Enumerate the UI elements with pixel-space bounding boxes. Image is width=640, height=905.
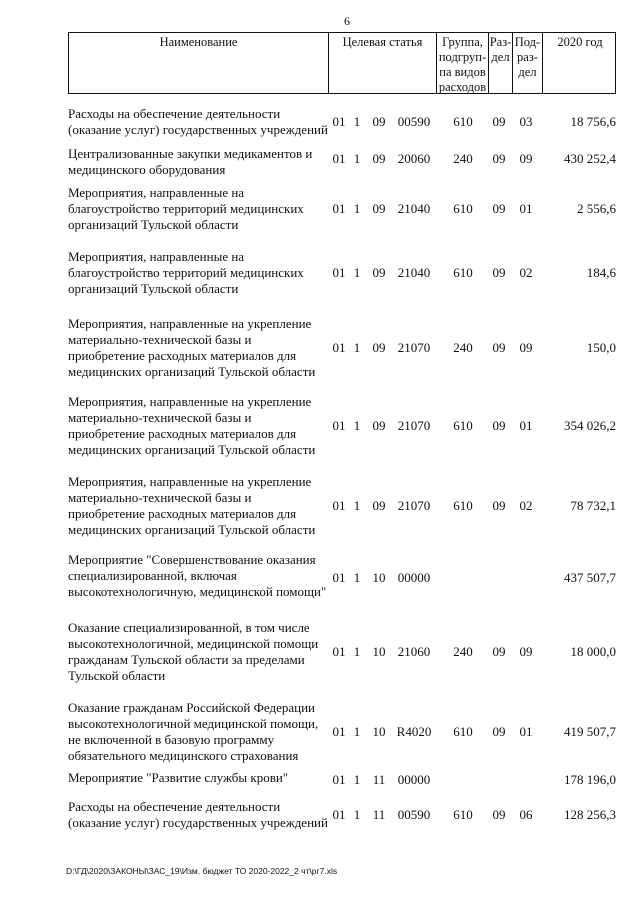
row-subsection: 06 bbox=[519, 807, 533, 822]
row-name: Мероприятия, направленные на укрепление материально-технической базы и приобретение расходных материалов для медицинских организаций Тульской области bbox=[68, 316, 316, 379]
row-name: Мероприятие "Совершенствование оказания специализированной, включая высокотехнологичную, медицинской помощи" bbox=[68, 552, 327, 599]
row-section: 09 bbox=[492, 201, 506, 216]
row-section: 09 bbox=[492, 498, 506, 513]
row-subsection: 03 bbox=[519, 114, 533, 129]
code-d: 21060 bbox=[397, 644, 431, 659]
code-d: 00590 bbox=[397, 807, 431, 822]
code-a: 01 bbox=[332, 418, 346, 433]
code-d: 21070 bbox=[397, 418, 431, 433]
code-b: 1 bbox=[353, 151, 361, 166]
row-amount: 2 556,6 bbox=[577, 201, 616, 216]
code-a: 01 bbox=[332, 151, 346, 166]
code-d: 00590 bbox=[397, 114, 431, 129]
header-target: Целевая статья bbox=[329, 33, 437, 93]
row-group: 610 bbox=[453, 265, 473, 280]
row-subsection: 01 bbox=[519, 201, 533, 216]
row-group: 240 bbox=[453, 151, 473, 166]
table-header bbox=[68, 32, 616, 94]
row-group: 610 bbox=[453, 498, 473, 513]
code-c: 09 bbox=[372, 498, 386, 513]
code-d: 21070 bbox=[397, 498, 431, 513]
code-a: 01 bbox=[332, 340, 346, 355]
row-amount: 128 256,3 bbox=[564, 807, 616, 822]
header-group: Группа, подгруп-па видов расходов bbox=[437, 33, 489, 93]
row-group: 240 bbox=[453, 644, 473, 659]
code-a: 01 bbox=[332, 114, 346, 129]
code-d: 00000 bbox=[397, 570, 431, 585]
code-b: 1 bbox=[353, 644, 361, 659]
code-c: 11 bbox=[372, 772, 386, 787]
code-d: R4020 bbox=[396, 724, 432, 739]
page-number: 6 bbox=[344, 14, 350, 28]
code-d: 20060 bbox=[397, 151, 431, 166]
header-section: Раз-дел bbox=[489, 33, 513, 93]
code-a: 01 bbox=[332, 772, 346, 787]
code-b: 1 bbox=[353, 418, 361, 433]
code-a: 01 bbox=[332, 265, 346, 280]
code-c: 09 bbox=[372, 340, 386, 355]
code-c: 10 bbox=[372, 724, 386, 739]
row-name: Мероприятия, направленные на благоустройство территорий медицинских организаций Тульской области bbox=[68, 185, 304, 232]
row-group: 610 bbox=[453, 724, 473, 739]
row-name: Оказание гражданам Российской Федерации высокотехнологичной медицинской помощи, не включенной в базовую программу обязательного медицинского страхования bbox=[68, 700, 319, 763]
row-name: Оказание специализированной, в том числе высокотехнологичной, медицинской помощи гражданам Тульской области за пределами Тульской области bbox=[68, 620, 319, 683]
row-name: Мероприятия, направленные на благоустройство территорий медицинских организаций Тульской области bbox=[68, 249, 304, 296]
code-c: 09 bbox=[372, 151, 386, 166]
row-subsection: 01 bbox=[519, 724, 533, 739]
row-subsection: 02 bbox=[519, 265, 533, 280]
row-subsection: 09 bbox=[519, 340, 533, 355]
header-name: Наименование bbox=[69, 33, 329, 93]
code-b: 1 bbox=[353, 570, 361, 585]
row-amount: 178 196,0 bbox=[564, 772, 616, 787]
row-group: 610 bbox=[453, 114, 473, 129]
row-subsection: 09 bbox=[519, 644, 533, 659]
code-b: 1 bbox=[353, 807, 361, 822]
code-c: 09 bbox=[372, 114, 386, 129]
code-a: 01 bbox=[332, 201, 346, 216]
code-a: 01 bbox=[332, 644, 346, 659]
row-section: 09 bbox=[492, 265, 506, 280]
code-c: 09 bbox=[372, 418, 386, 433]
row-amount: 430 252,4 bbox=[564, 151, 616, 166]
row-amount: 354 026,2 bbox=[564, 418, 616, 433]
row-group: 610 bbox=[453, 418, 473, 433]
row-name: Мероприятия, направленные на укрепление материально-технической базы и приобретение расходных материалов для медицинских организаций Тульской области bbox=[68, 394, 316, 457]
code-c: 11 bbox=[372, 807, 386, 822]
row-name: Мероприятия, направленные на укрепление материально-технической базы и приобретение расходных материалов для медицинских организаций Тульской области bbox=[68, 474, 316, 537]
row-section: 09 bbox=[492, 724, 506, 739]
row-amount: 18 756,6 bbox=[570, 114, 616, 129]
code-b: 1 bbox=[353, 340, 361, 355]
code-c: 09 bbox=[372, 265, 386, 280]
code-b: 1 bbox=[353, 724, 361, 739]
row-amount: 437 507,7 bbox=[564, 570, 616, 585]
code-a: 01 bbox=[332, 807, 346, 822]
code-b: 1 bbox=[353, 498, 361, 513]
code-a: 01 bbox=[332, 570, 346, 585]
code-a: 01 bbox=[332, 724, 346, 739]
footer-path: D:\ГД\2020\ЗАКОНЫ\ЗАС_19\Изм. бюджет ТО 2020-2022_2 чт\рг7.xls bbox=[66, 866, 338, 876]
code-b: 1 bbox=[353, 114, 361, 129]
row-name: Мероприятие "Развитие службы крови" bbox=[68, 770, 289, 785]
row-subsection: 09 bbox=[519, 151, 533, 166]
code-d: 21070 bbox=[397, 340, 431, 355]
code-c: 10 bbox=[372, 570, 386, 585]
code-b: 1 bbox=[353, 201, 361, 216]
header-year: 2020 год bbox=[557, 35, 603, 49]
row-group: 610 bbox=[453, 201, 473, 216]
row-group: 610 bbox=[453, 807, 473, 822]
code-b: 1 bbox=[353, 265, 361, 280]
row-amount: 419 507,7 bbox=[564, 724, 616, 739]
code-a: 01 bbox=[332, 498, 346, 513]
row-amount: 18 000,0 bbox=[570, 644, 616, 659]
row-name: Расходы на обеспечение деятельности (оказание услуг) государственных учреждений bbox=[68, 799, 328, 830]
row-group: 240 bbox=[453, 340, 473, 355]
header-subsection: Под-раз-дел bbox=[513, 33, 543, 93]
row-amount: 150,0 bbox=[586, 340, 616, 355]
row-amount: 78 732,1 bbox=[570, 498, 616, 513]
code-c: 09 bbox=[372, 201, 386, 216]
code-d: 21040 bbox=[397, 265, 431, 280]
code-d: 21040 bbox=[397, 201, 431, 216]
row-section: 09 bbox=[492, 807, 506, 822]
code-d: 00000 bbox=[397, 772, 431, 787]
row-section: 09 bbox=[492, 340, 506, 355]
row-section: 09 bbox=[492, 151, 506, 166]
row-subsection: 01 bbox=[519, 418, 533, 433]
row-section: 09 bbox=[492, 644, 506, 659]
row-name: Централизованные закупки медикаментов и медицинского оборудования bbox=[68, 146, 313, 177]
row-subsection: 02 bbox=[519, 498, 533, 513]
code-c: 10 bbox=[372, 644, 386, 659]
row-section: 09 bbox=[492, 418, 506, 433]
row-amount: 184,6 bbox=[586, 265, 616, 280]
row-name: Расходы на обеспечение деятельности (оказание услуг) государственных учреждений bbox=[68, 106, 328, 137]
row-section: 09 bbox=[492, 114, 506, 129]
code-b: 1 bbox=[353, 772, 361, 787]
